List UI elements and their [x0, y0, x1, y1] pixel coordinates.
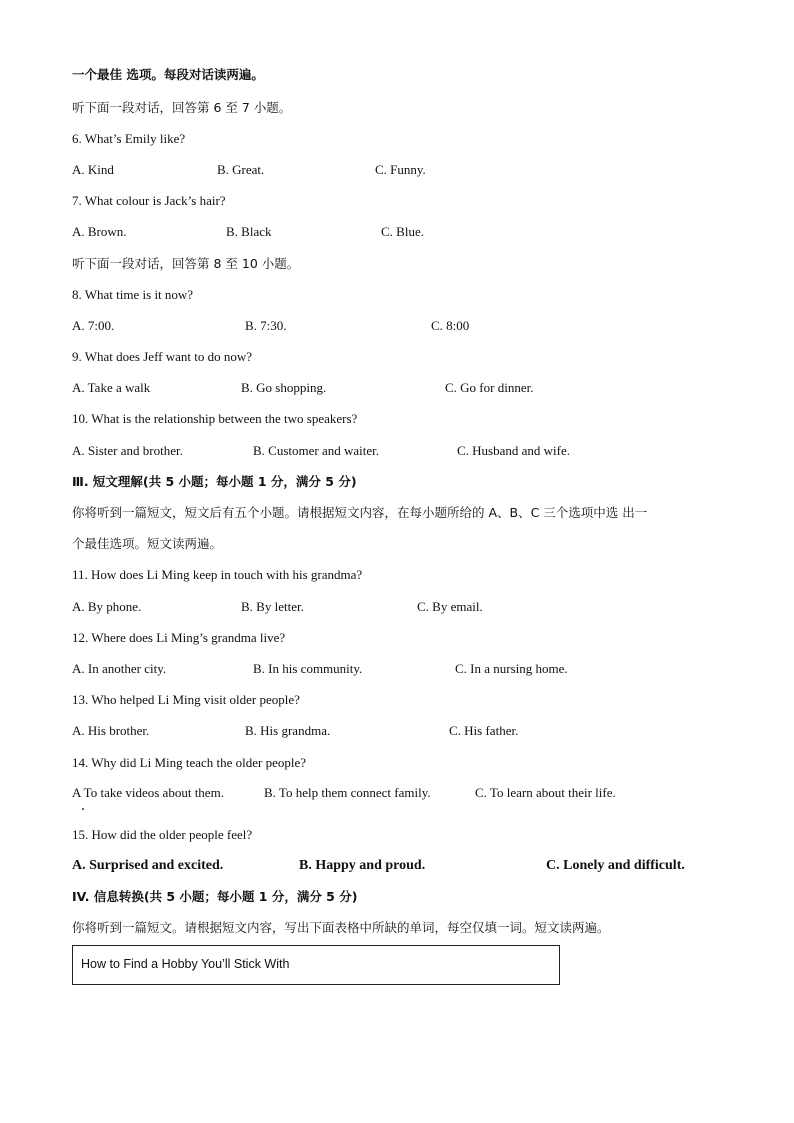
info-table-title: How to Find a Hobby You’ll Stick With: [81, 957, 290, 971]
section-3-title: Ⅲ. 短文理解(共 5 小题；每小题 1 分，满分 5 分): [72, 474, 357, 489]
option-12c: C. In a nursing home.: [455, 661, 568, 676]
option-12b: B. In his community.: [253, 661, 363, 676]
section-4-instruction: 你将听到一篇短文。请根据短文内容，写出下面表格中所缺的单词，每空仅填一词。短文读两遍。: [72, 920, 610, 935]
question-7: 7. What colour is Jack’s hair?: [72, 193, 226, 208]
option-15c: C. Lonely and difficult.: [546, 858, 685, 873]
option-14c: C. To learn about their life.: [475, 785, 616, 800]
option-6b: B. Great.: [217, 162, 265, 177]
question-14: 14. Why did Li Ming teach the older people?: [72, 755, 307, 770]
option-8c: C. 8:00: [431, 318, 470, 333]
option-7b: B. Black: [226, 224, 272, 239]
option-11a: A. By phone.: [72, 599, 142, 614]
option-10b: B. Customer and waiter.: [253, 443, 380, 458]
question-8: 8. What time is it now?: [72, 287, 194, 302]
option-14b: B. To help them connect family.: [264, 785, 431, 800]
option-9c: C. Go for dinner.: [445, 380, 534, 395]
info-table: [72, 945, 560, 985]
option-10a: A. Sister and brother.: [72, 443, 183, 458]
option-9b: B. Go shopping.: [241, 380, 327, 395]
dialog-8-10-instruction: 听下面一段对话，回答第 8 至 10 小题。: [72, 256, 300, 271]
option-11c: C. By email.: [417, 599, 483, 614]
option-15a: A. Surprised and excited.: [72, 858, 224, 873]
question-13: 13. Who helped Li Ming visit older people?: [72, 692, 300, 707]
question-12: 12. Where does Li Ming’s grandma live?: [72, 630, 286, 645]
section-4-title: IV. 信息转换(共 5 小题；每小题 1 分，满分 5 分): [72, 889, 358, 904]
question-6: 6. What’s Emily like?: [72, 131, 186, 146]
option-7a: A. Brown.: [72, 224, 127, 239]
option-11b: B. By letter.: [241, 599, 304, 614]
option-15b: B. Happy and proud.: [299, 858, 426, 873]
option-10c: C. Husband and wife.: [457, 443, 571, 458]
question-11: 11. How does Li Ming keep in touch with his grandma?: [72, 567, 363, 582]
intro-tail: 一个最佳 选项。每段对话读两遍。: [72, 67, 264, 82]
option-8b: B. 7:30.: [245, 318, 287, 333]
option-9a: A. Take a walk: [72, 380, 151, 395]
question-10: 10. What is the relationship between the two speakers?: [72, 411, 358, 426]
section-3-instruction-2: 个最佳选项。短文读两遍。: [72, 536, 223, 551]
option-12a: A. In another city.: [72, 661, 167, 676]
option-14a: A To take videos about them.: [72, 785, 224, 800]
section-3-instruction-1: 你将听到一篇短文，短文后有五个小题。请根据短文内容，在每小题所给的 A、B、C 三个选项中选 出一: [72, 505, 648, 520]
stray-dot: [82, 808, 84, 810]
option-6a: A. Kind: [72, 162, 114, 177]
option-7c: C. Blue.: [381, 224, 424, 239]
dialog-6-7-instruction: 听下面一段对话，回答第 6 至 7 小题。: [72, 100, 292, 115]
question-9: 9. What does Jeff want to do now?: [72, 349, 253, 364]
option-6c: C. Funny.: [375, 162, 426, 177]
option-13a: A. His brother.: [72, 723, 150, 738]
option-13b: B. His grandma.: [245, 723, 331, 738]
option-13c: C. His father.: [449, 723, 519, 738]
option-8a: A. 7:00.: [72, 318, 115, 333]
question-15: 15. How did the older people feel?: [72, 827, 253, 842]
